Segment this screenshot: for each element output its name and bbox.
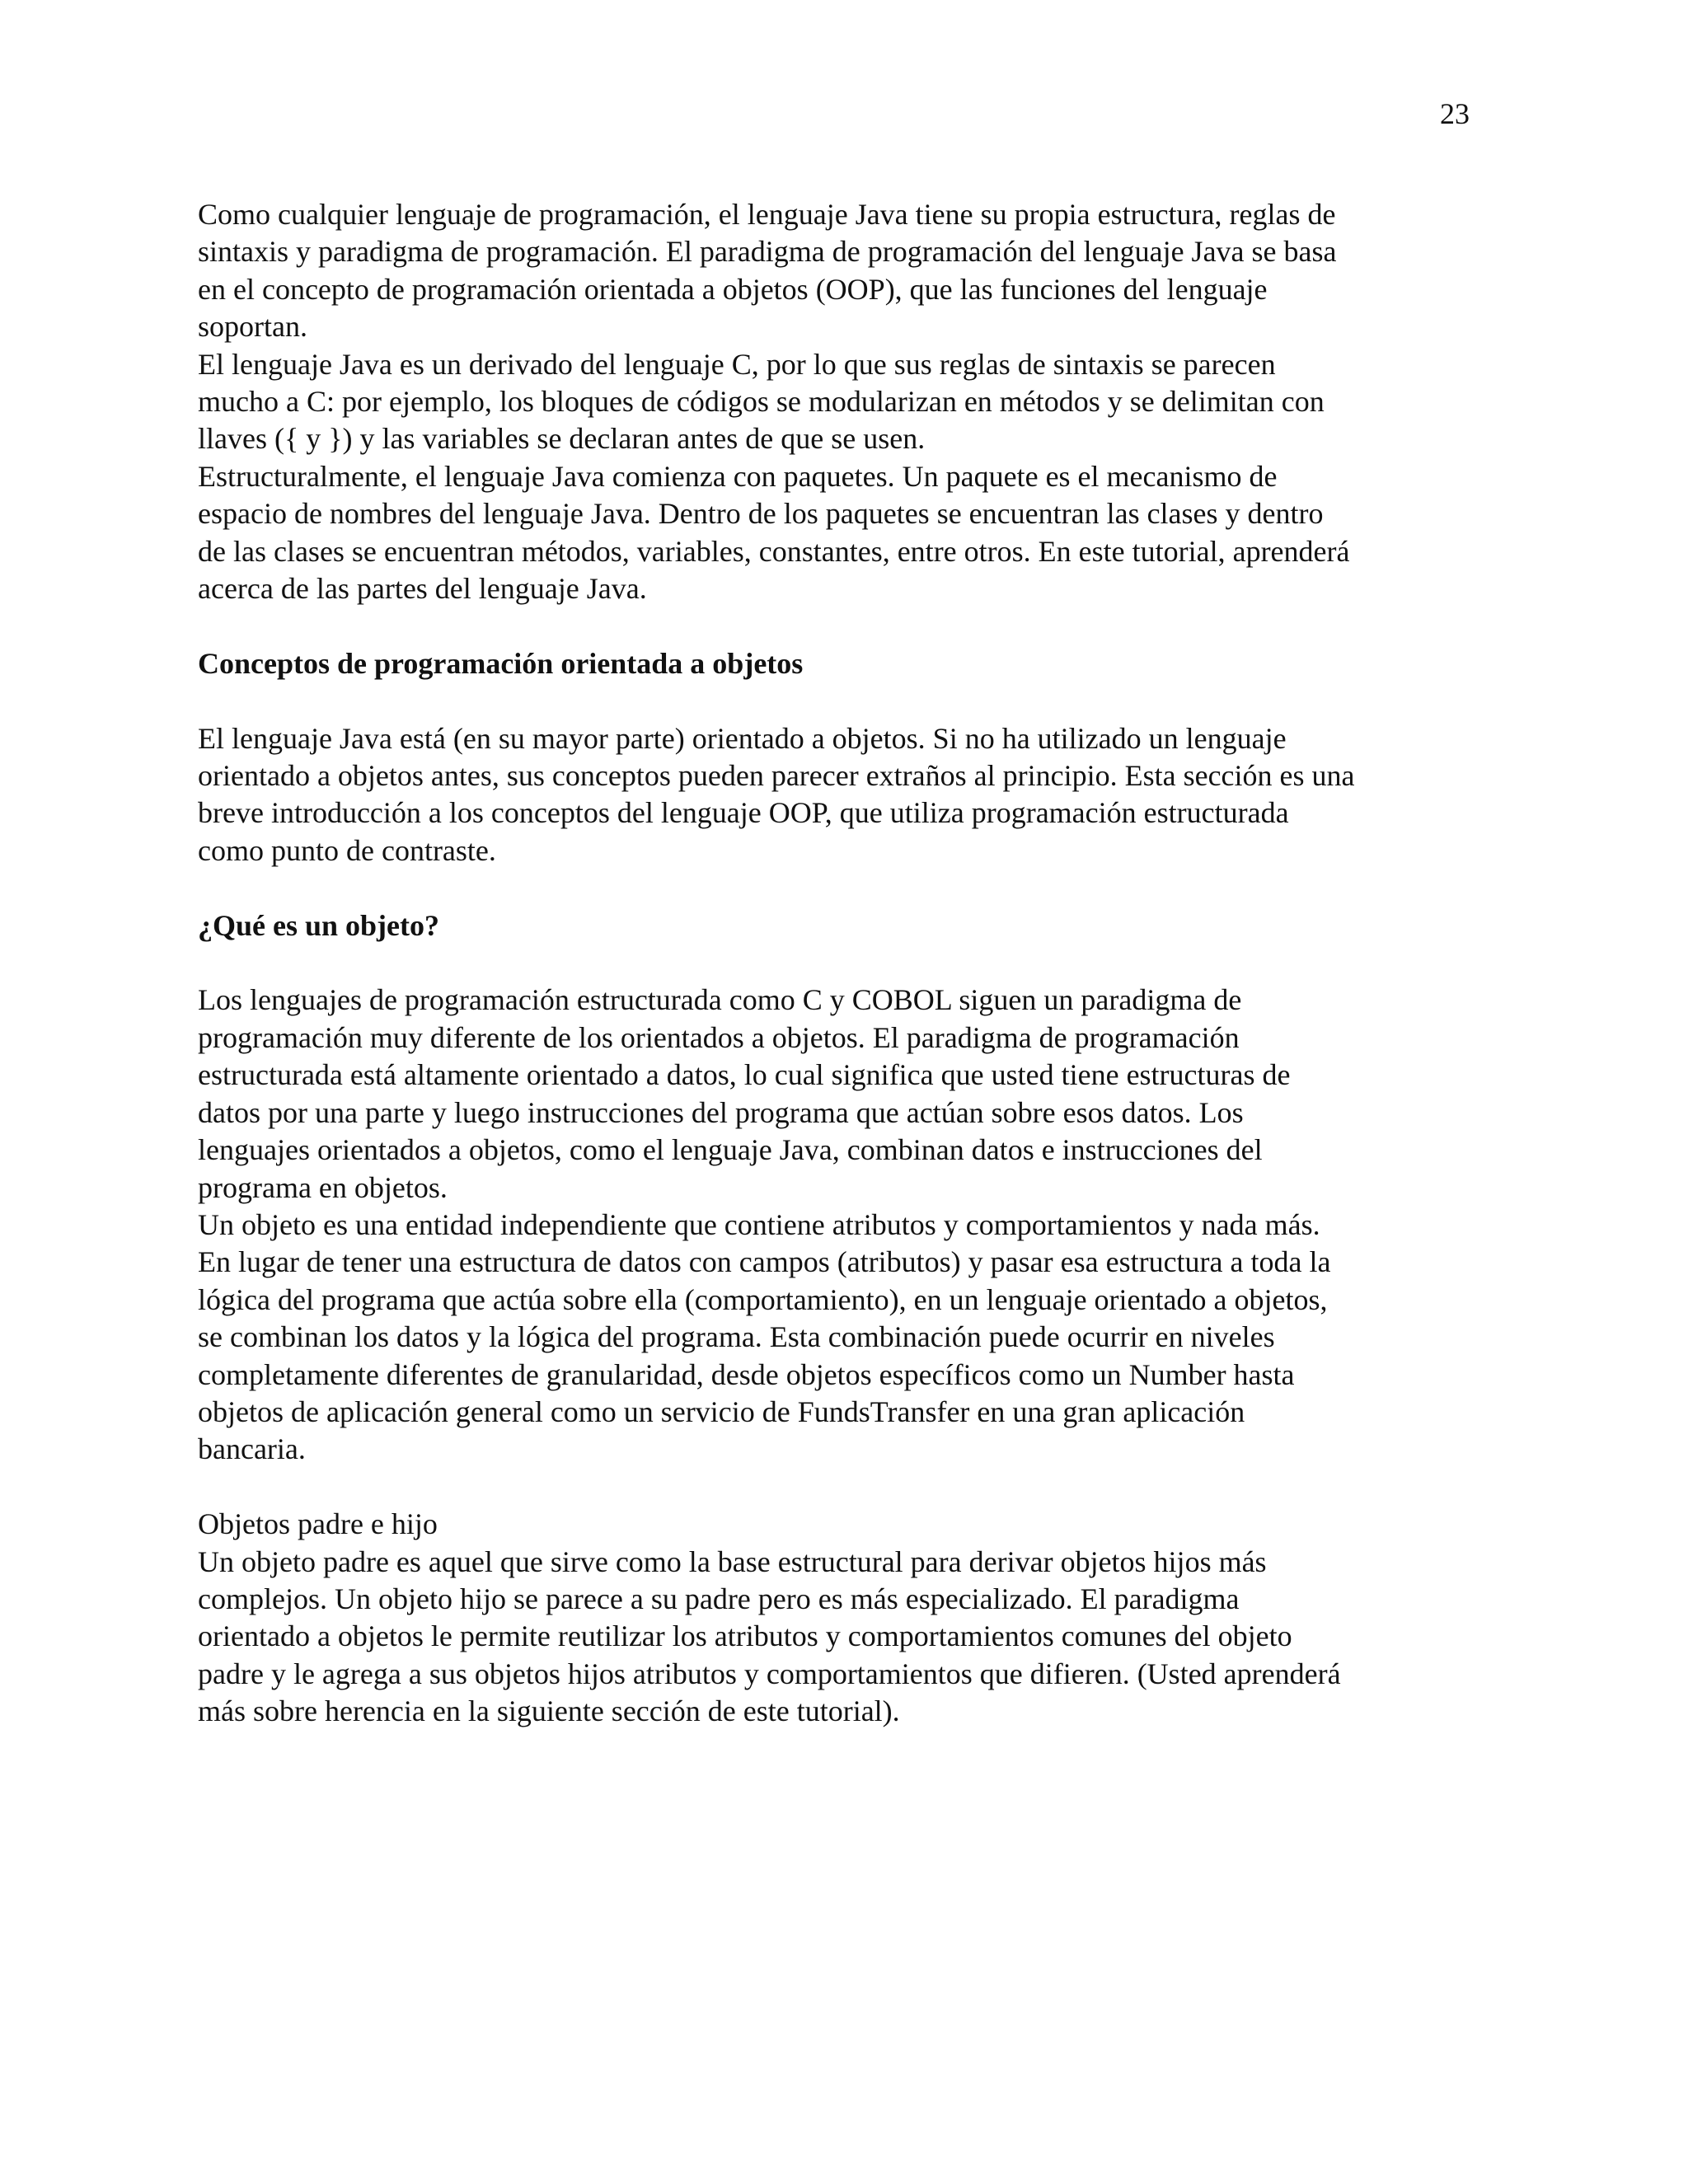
text-line: El lenguaje Java es un derivado del lenguaje C, por lo que sus reglas de sintaxis se parecen xyxy=(198,347,1276,381)
text-line: objetos de aplicación general como un servicio de FundsTransfer en una gran aplicación xyxy=(198,1394,1245,1428)
text-line: completamente diferentes de granularidad, desde objetos específicos como un Number hasta xyxy=(198,1357,1295,1391)
text-line: breve introducción a los conceptos del lenguaje OOP, que utiliza programación estructurada xyxy=(198,796,1289,830)
text-line: programa en objetos. xyxy=(198,1170,448,1204)
text-line: Estructuralmente, el lenguaje Java comienza con paquetes. Un paquete es el mecanismo de xyxy=(198,459,1278,493)
text-line: Un objeto es una entidad independiente que contiene atributos y comportamientos y nada más. xyxy=(198,1207,1320,1241)
text-line: Un objeto padre es aquel que sirve como la base estructural para derivar objetos hijos más xyxy=(198,1544,1267,1578)
text-line: lenguajes orientados a objetos, como el lenguaje Java, combinan datos e instrucciones del xyxy=(198,1133,1263,1167)
text-line: soportan. xyxy=(198,310,307,344)
text-line: El lenguaje Java está (en su mayor parte) orientado a objetos. Si no ha utilizado un lenguaje xyxy=(198,721,1287,755)
text-line: en el concepto de programación orientada a objetos (OOP), que las funciones del lenguaje xyxy=(198,272,1268,306)
section-heading: Conceptos de programación orientada a objetos xyxy=(198,646,804,680)
paragraph-spacer xyxy=(198,682,1484,719)
text-line: lógica del programa que actúa sobre ella (comportamiento), en un lenguaje orientado a objetos, xyxy=(198,1282,1328,1316)
text-line: acerca de las partes del lenguaje Java. xyxy=(198,572,647,606)
text-line: sintaxis y paradigma de programación. El paradigma de programación del lenguaje Java se basa xyxy=(198,235,1337,269)
page-number: 23 xyxy=(1440,97,1470,130)
paragraph-spacer xyxy=(198,869,1484,907)
text-line: llaves ({ y }) y las variables se declaran antes de que se usen. xyxy=(198,422,926,456)
paragraph xyxy=(198,346,1484,458)
text-line: orientado a objetos le permite reutilizar los atributos y comportamientos comunes del objeto xyxy=(198,1619,1292,1653)
text-line: de las clases se encuentran métodos, variables, constantes, entre otros. En este tutorial, aprenderá xyxy=(198,534,1350,568)
paragraph xyxy=(198,1506,1484,1730)
text-line: En lugar de tener una estructura de datos con campos (atributos) y pasar esa estructura a toda la xyxy=(198,1245,1331,1279)
paragraph xyxy=(198,458,1484,608)
paragraph-spacer xyxy=(198,1469,1484,1506)
text-line: más sobre herencia en la siguiente sección de este tutorial). xyxy=(198,1694,900,1728)
text-line: estructurada está altamente orientado a datos, lo cual significa que usted tiene estructuras de xyxy=(198,1058,1291,1092)
page-body xyxy=(198,196,1484,1731)
text-line: mucho a C: por ejemplo, los bloques de códigos se modularizan en métodos y se delimitan con xyxy=(198,385,1325,419)
text-line: complejos. Un objeto hijo se parece a su padre pero es más especializado. El paradigma xyxy=(198,1582,1240,1615)
text-line: bancaria. xyxy=(198,1432,306,1466)
section-heading: ¿Qué es un objeto? xyxy=(198,908,440,942)
paragraph xyxy=(198,196,1484,346)
text-line: Los lenguajes de programación estructurada como C y COBOL siguen un paradigma de xyxy=(198,983,1242,1017)
text-line: Objetos padre e hijo xyxy=(198,1507,438,1541)
paragraph-spacer xyxy=(198,607,1484,644)
text-line: padre y le agrega a sus objetos hijos atributos y comportamientos que difieren. (Usted aprenderá xyxy=(198,1657,1341,1690)
text-line: programación muy diferente de los orientados a objetos. El paradigma de programación xyxy=(198,1020,1240,1054)
text-line: espacio de nombres del lenguaje Java. Dentro de los paquetes se encuentran las clases y dentro xyxy=(198,497,1324,531)
paragraph xyxy=(198,1207,1484,1469)
text-line: Como cualquier lenguaje de programación, el lenguaje Java tiene su propia estructura, reglas de xyxy=(198,198,1336,231)
text-line: se combinan los datos y la lógica del programa. Esta combinación puede ocurrir en niveles xyxy=(198,1320,1275,1354)
paragraph xyxy=(198,720,1484,870)
paragraph-spacer xyxy=(198,944,1484,982)
text-line: como punto de contraste. xyxy=(198,833,496,867)
text-line: datos por una parte y luego instrucciones del programa que actúan sobre esos datos. Los xyxy=(198,1095,1244,1129)
text-line: orientado a objetos antes, sus conceptos pueden parecer extraños al principio. Esta sección es una xyxy=(198,759,1355,793)
paragraph xyxy=(198,982,1484,1206)
